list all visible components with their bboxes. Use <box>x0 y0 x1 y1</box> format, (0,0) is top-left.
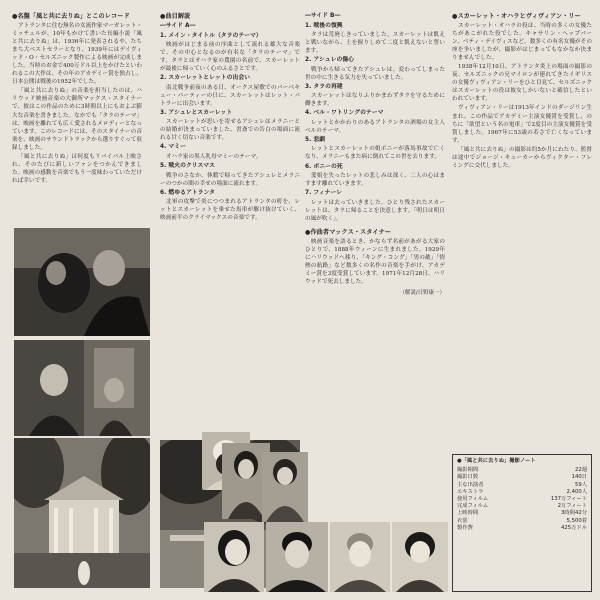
notes-row-label: 製作費 <box>457 524 473 531</box>
track-description: 北軍の攻撃で炎につつまれるアトランタの町を、レットとスカーレットを乗せた馬車が駆け抜けていく、映画前半のクライマックスの音楽です。 <box>160 199 300 222</box>
liner-notes-column-2 <box>160 12 300 223</box>
track-description: タラは荒廃しきっていました。スカーレットは飢えと戦いながら、土を握りしめて二度と飢えないと誓います。 <box>305 32 445 55</box>
track-description: レットとスカーレットの娘ボニーが落馬事故で亡くなり、メラニーもまた病に倒れてこの世を去ります。 <box>305 146 445 161</box>
notes-title: ●「風と共に去りぬ」撮影ノート <box>457 458 536 464</box>
track-description: 愛娘を失ったレットの悲しみは深く、二人の心はますます離れていきます。 <box>305 173 445 188</box>
notes-row-value: 140日 <box>571 474 587 481</box>
track-title: 2. アシュレの傷心 <box>305 57 354 64</box>
notes-row <box>457 525 587 532</box>
film-still-interior-photo <box>14 340 150 436</box>
notes-row <box>457 482 587 489</box>
notes-row-value: 3時間42分 <box>560 510 587 517</box>
track-title: 4. マミー <box>160 144 186 151</box>
notes-row-label: 完成フィルム <box>457 503 489 510</box>
body-text: 「風と共に去りぬ」の撮影は約5か月にわたり、監督は途中でジョージ・キューカーからヴィクター・フレミングに交代しました。 <box>452 146 592 169</box>
liner-notes-column-1 <box>12 12 142 186</box>
olivia-de-havilland-portrait-photo <box>392 522 448 592</box>
track-description: 映画がはじまる前の序曲として流れる雄大な音楽で、その中心となるのが有名な「タラのテーマ」です。タラとはオハラ家の農園の名前で、スカーレットが最後に帰っていく心のふるさとです。 <box>160 42 300 73</box>
author-credit: （解説/日野康一） <box>399 290 445 297</box>
notes-row-label: 撮影日数 <box>457 474 479 481</box>
track-title: 3. タラの再建 <box>305 83 343 90</box>
track-title: 6. 燃ゆるアトランタ <box>160 189 215 196</box>
notes-row <box>457 474 587 481</box>
notes-row-value: 2,400人 <box>566 488 587 495</box>
leslie-howard-portrait-photo <box>330 522 390 592</box>
track-title: 1. 戦後の復興 <box>305 22 343 29</box>
notes-row <box>457 510 587 517</box>
track-description: レットとかかわりのあるアトランタの酒場の女主人ベルのテーマ。 <box>305 119 445 134</box>
track-title: 5. 戦火のクリスマス <box>160 163 215 170</box>
body-text: 映画音楽を語るとき、かならず名前があがる大家のひとりで、1888年ウィーンに生まれました。1929年にハリウッドへ移り、「キング・コング」「男の敵」「情熱の航路」など数多くの名作の音楽を手がけ、アカデミー賞を3度受賞しています。1971年12月28日、ハリウッドで死去しました。 <box>305 238 445 285</box>
body-text: 「風と共に去りぬ」は何度もリバイバル上映され、そのたびに新しいファンをつかんできました。映画の感動を音楽でもう一度味わっていただければ幸いです。 <box>12 153 142 184</box>
notes-list <box>457 467 587 532</box>
section-heading: ●スカーレット・オハラとヴィヴィアン・リー <box>452 13 581 20</box>
notes-row-label: 使用フィルム <box>457 496 489 503</box>
track-description: スカーレットが思いを寄せるアシュレはメラニーとの結婚が決まっていました。書斎での告白の場面に流れる甘く切ない音楽です。 <box>160 119 300 142</box>
notes-row <box>457 518 587 525</box>
body-text: ヴィヴィアン・リーは1913年インドのダージリン生まれ。この作品でアカデミー主演女優賞を受賞し、のちに「欲望という名の電車」で2度目の主演女優賞を受賞しました。1967年に53歳の若さで亡くなっています。 <box>452 105 592 144</box>
melanie-portrait-photo <box>262 452 308 522</box>
notes-row-value: 22週 <box>574 467 587 474</box>
track-description: オハラ家の黒人乳母マミーのテーマ。 <box>166 153 262 160</box>
track-title: 7. フィナーレ <box>305 190 343 197</box>
side-label: ―サイド B― <box>305 13 341 19</box>
section-heading: ●作曲者マックス・スタイナー <box>305 228 392 236</box>
notes-row-label: 撮影期間 <box>457 467 479 474</box>
notes-row <box>457 489 587 496</box>
notes-row-value: 2万フィート <box>557 503 587 510</box>
notes-row-value: 59人 <box>574 481 587 488</box>
notes-row-value: 425万ドル <box>560 524 587 531</box>
liner-notes-column-4 <box>452 12 592 171</box>
track-title: 5. 悲劇 <box>305 136 326 143</box>
side-label: ―サイド A― <box>160 23 196 29</box>
film-still-couple-photo <box>14 228 150 336</box>
track-title: 2. スカーレットとレットの出会い <box>160 75 251 82</box>
track-title: 6. ボニーの死 <box>305 163 343 170</box>
body-text: アトランタに住む無名の女流作家マーガレット・ミッチェルが、10年もかけて書いた長編小説「風と共に去りぬ」は、1936年に発表されるや、たちまち大ベストセラーとなり、1939年にはデイヴィッド・O・セルズニック製作による映画が完成しました。当時のお金で400万ドル以上をかけたといわれるこの大作は、その年のアカデミー賞を独占し、日本公開は戦後の1952年でした。 <box>12 23 142 86</box>
production-notes-box <box>452 454 592 592</box>
track-description: レットは去っていきました。ひとり残されたスカーレットは、タラに帰ることを決意します。「明日は明日の風が吹く」。 <box>305 199 445 222</box>
notes-row-label: 衣裳 <box>457 517 468 524</box>
body-text: 「風と共に去りぬ」の音楽を担当したのは、ハリウッド映画音楽の大御所マックス・スタイナーで、彼はこの作品のために3時間以上にもおよぶ膨大な音楽を書きました。なかでも「タラのテーマ」は、映画を離れても広く愛されるメロディーとなっています。このレコードには、そのスタイナーの音楽を、映画のサウンドトラックから選りすぐって収録しました。 <box>12 88 142 151</box>
clark-gable-portrait-photo <box>266 522 328 592</box>
track-description: 南北戦争前夜のある日、オークス屋敷でのバーベキュー・パーティーの日に、スカーレットはレット・バトラーに出会います。 <box>160 84 300 107</box>
body-text: スカーレット・オハラの役は、当時の多くの女優たちがあこがれた役でした。キャサリン・ヘップバーン、ベティ・デイヴィスなど、数多くの有名女優がその座を争いましたが、撮影がはじまってもなかなか決まりませんでした。 <box>452 23 592 62</box>
notes-row-value: 137万フィート <box>550 496 587 503</box>
notes-row-label: 主な出演者 <box>457 481 484 488</box>
notes-row-label: 上映時間 <box>457 510 479 517</box>
section-heading: ●曲目解説 <box>160 13 191 20</box>
liner-notes-column-3 <box>305 12 445 297</box>
vivien-leigh-portrait-photo <box>204 522 264 592</box>
track-title: 1. メイン・タイトル（タラのテーマ） <box>160 32 262 39</box>
track-description: 戦争から帰ってきたアシュレは、変わってしまった世の中に生きる気力を失っていました。 <box>305 66 445 81</box>
body-text: 1938年12月10日、アトランタ炎上の場面の撮影の夜、セルズニックの兄マイロンが連れてきたイギリスの女優ヴィヴィアン・リーをひと目見て、セルズニックはスカーレットの役は彼女しかいないと確信したといわれています。 <box>452 64 592 103</box>
track-title: 3. アシュレとスカーレット <box>160 109 233 116</box>
notes-row-label: エキストラ <box>457 488 484 495</box>
track-description: スカーレットはなりふりかまわずタラを守るために働きます。 <box>305 93 445 108</box>
film-still-plantation-photo <box>14 438 150 588</box>
notes-row-value: 5,500着 <box>566 517 587 524</box>
track-description: 戦争のさなか、休暇で帰ってきたアシュレとメラニーのつかの間の幸せの場面に流れます。 <box>160 172 300 187</box>
section-heading: ●名盤「風と共に去りぬ」とこのレコード <box>12 13 130 20</box>
track-title: 4. ベル・ワトリングのテーマ <box>305 110 384 117</box>
